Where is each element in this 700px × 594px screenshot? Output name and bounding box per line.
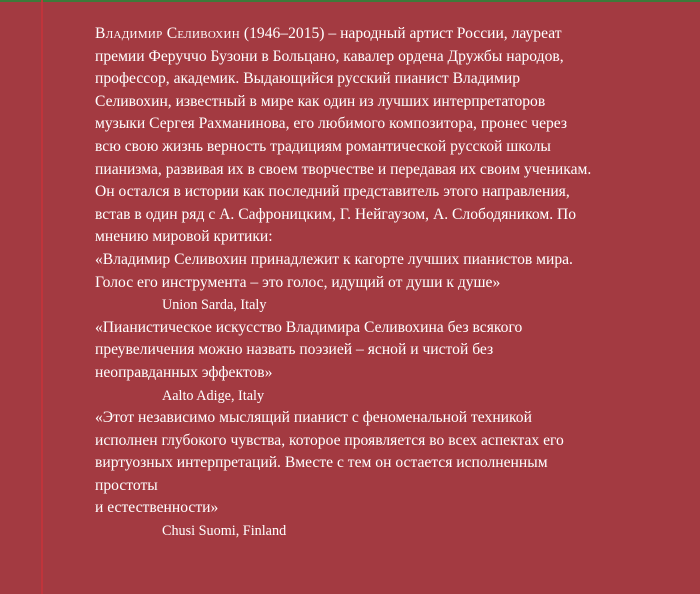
bio-line: Селивохин, известный в мире как один из лучших интерпретаторов — [95, 92, 546, 110]
quote-line: «Этот независимо мыслящий пианист с феноменальной техникой — [95, 409, 532, 427]
quote-line: Голос его инструмента – это голос, идущий от души к душе» — [95, 273, 501, 291]
biography-text-block — [95, 23, 685, 543]
bio-line: музыки Сергея Рахманинова, его любимого композитора, пронес через — [95, 115, 568, 133]
quote-line: «Владимир Селивохин принадлежит к кагорте лучших пианистов мира. — [95, 250, 573, 268]
bio-line: пианизма, развивая их в своем творчестве и передавая их своим ученикам. — [95, 160, 592, 178]
quote-source: Chusi Suomi, Finland — [162, 523, 287, 540]
quote-line: и естественности» — [95, 499, 219, 517]
bio-line-rest: (1946–2015) – народный артист России, лауреат — [240, 25, 562, 42]
pianist-name: Владимир Селивохин — [95, 25, 241, 42]
bio-line: встав в один ряд с А. Сафроницким, Г. Нейгаузом, А. Слободяником. По — [95, 205, 577, 223]
quote-line: преувеличения можно назвать поэзией – ясной и чистой без — [95, 341, 494, 359]
left-vertical-rule — [41, 0, 43, 594]
bio-line: профессор, академик. Выдающийся русский пианист Владимир — [95, 70, 521, 88]
quote-source: Union Sarda, Italy — [162, 297, 267, 314]
quote-line: неоправданных эффектов» — [95, 363, 273, 381]
bio-line — [95, 23, 685, 46]
bio-line: всю свою жизнь верность традициям романтической русской школы — [95, 137, 551, 155]
bio-line: премии Феруччо Бузони в Больцано, кавалер ордена Дружбы народов, — [95, 47, 564, 65]
quote-source: Aalto Adige, Italy — [162, 387, 265, 404]
top-color-band — [0, 0, 700, 2]
quote-line: простоты — [95, 476, 158, 494]
quote-line: «Пианистическое искусство Владимира Селивохина без всякого — [95, 318, 523, 336]
quote-line: виртуозных интерпретаций. Вместе с тем он остается исполненным — [95, 454, 548, 472]
bio-line: Он остался в истории как последний представитель этого направления, — [95, 183, 570, 201]
quote-line: исполнен глубокого чувства, которое проявляется во всех аспектах его — [95, 431, 564, 449]
bio-line: мнению мировой критики: — [95, 228, 273, 246]
